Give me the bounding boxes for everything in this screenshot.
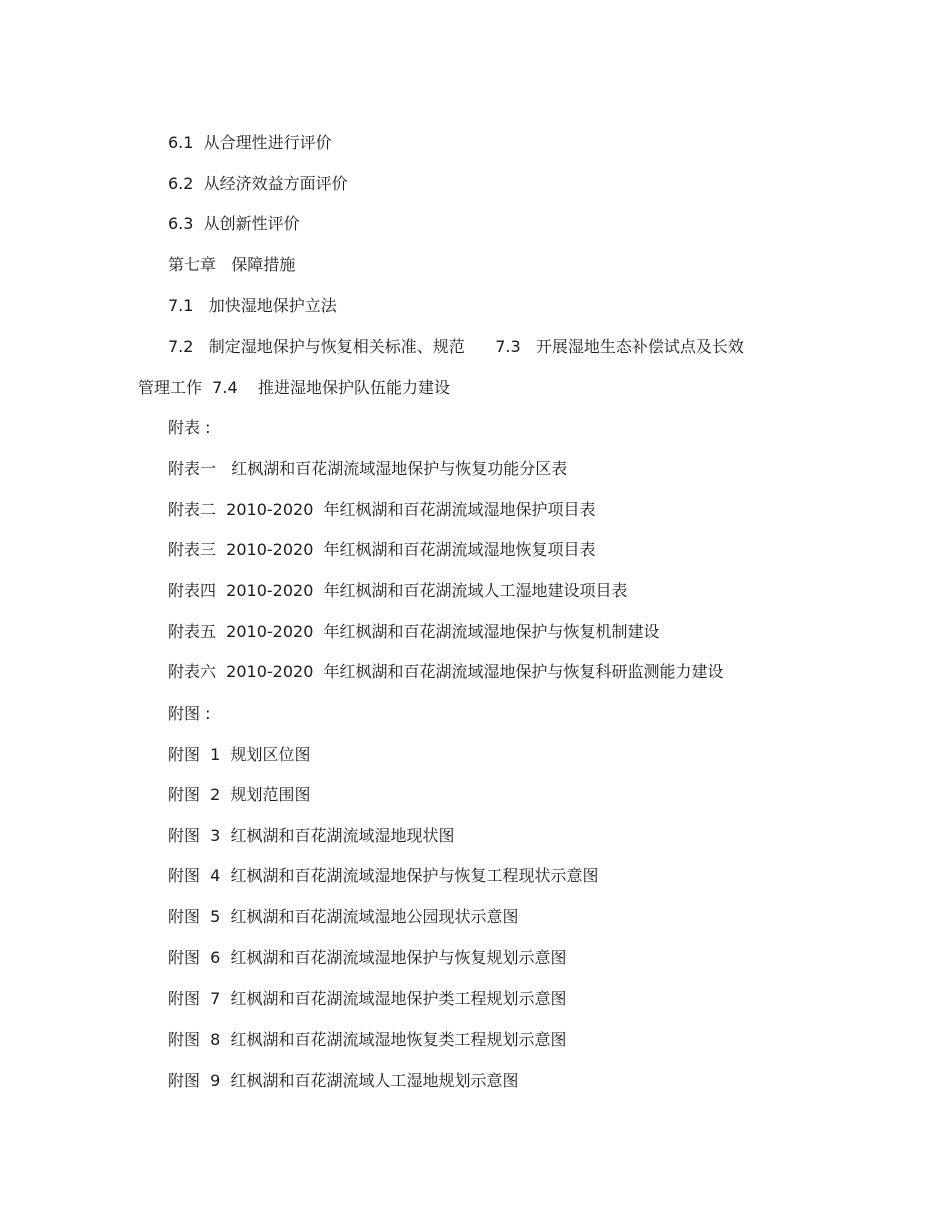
appendix-figure-2: 附图 2 规划范围图 [168,785,311,804]
appendix-figure-6: 附图 6 红枫湖和百花湖流域湿地保护与恢复规划示意图 [168,948,567,967]
toc-7-1: 7.1 加快湿地保护立法 [168,296,337,315]
appendix-figure-9: 附图 9 红枫湖和百花湖流域人工湿地规划示意图 [168,1071,519,1090]
appendix-table-5: 附表五 2010-2020 年红枫湖和百花湖流域湿地保护与恢复机制建设 [168,622,660,641]
appendix-figure-5: 附图 5 红枫湖和百花湖流域湿地公园现状示意图 [168,907,519,926]
toc-6-2: 6.2 从经济效益方面评价 [168,174,348,193]
toc-7-2-7-3: 7.2 制定湿地保护与恢复相关标准、规范 7.3 开展湿地生态补偿试点及长效 [168,337,744,356]
toc-6-3: 6.3 从创新性评价 [168,214,300,233]
appendix-figure-7: 附图 7 红枫湖和百花湖流域湿地保护类工程规划示意图 [168,989,567,1008]
appendix-figures-heading: 附图 : [168,704,211,723]
appendix-table-2: 附表二 2010-2020 年红枫湖和百花湖流域湿地保护项目表 [168,500,596,519]
appendix-table-4: 附表四 2010-2020 年红枫湖和百花湖流域人工湿地建设项目表 [168,581,628,600]
appendix-figure-1: 附图 1 规划区位图 [168,745,311,764]
appendix-table-1: 附表一 红枫湖和百花湖流域湿地保护与恢复功能分区表 [168,459,568,478]
toc-7-3-cont-7-4: 管理工作 7.4 推进湿地保护队伍能力建设 [138,378,450,397]
appendix-tables-heading: 附表 : [168,418,211,437]
toc-chapter-7: 第七章 保障措施 [168,255,296,274]
appendix-table-3: 附表三 2010-2020 年红枫湖和百花湖流域湿地恢复项目表 [168,540,596,559]
appendix-figure-4: 附图 4 红枫湖和百花湖流域湿地保护与恢复工程现状示意图 [168,866,599,885]
appendix-table-6: 附表六 2010-2020 年红枫湖和百花湖流域湿地保护与恢复科研监测能力建设 [168,662,724,681]
appendix-figure-3: 附图 3 红枫湖和百花湖流域湿地现状图 [168,826,455,845]
toc-6-1: 6.1 从合理性进行评价 [168,133,332,152]
appendix-figure-8: 附图 8 红枫湖和百花湖流域湿地恢复类工程规划示意图 [168,1030,567,1049]
